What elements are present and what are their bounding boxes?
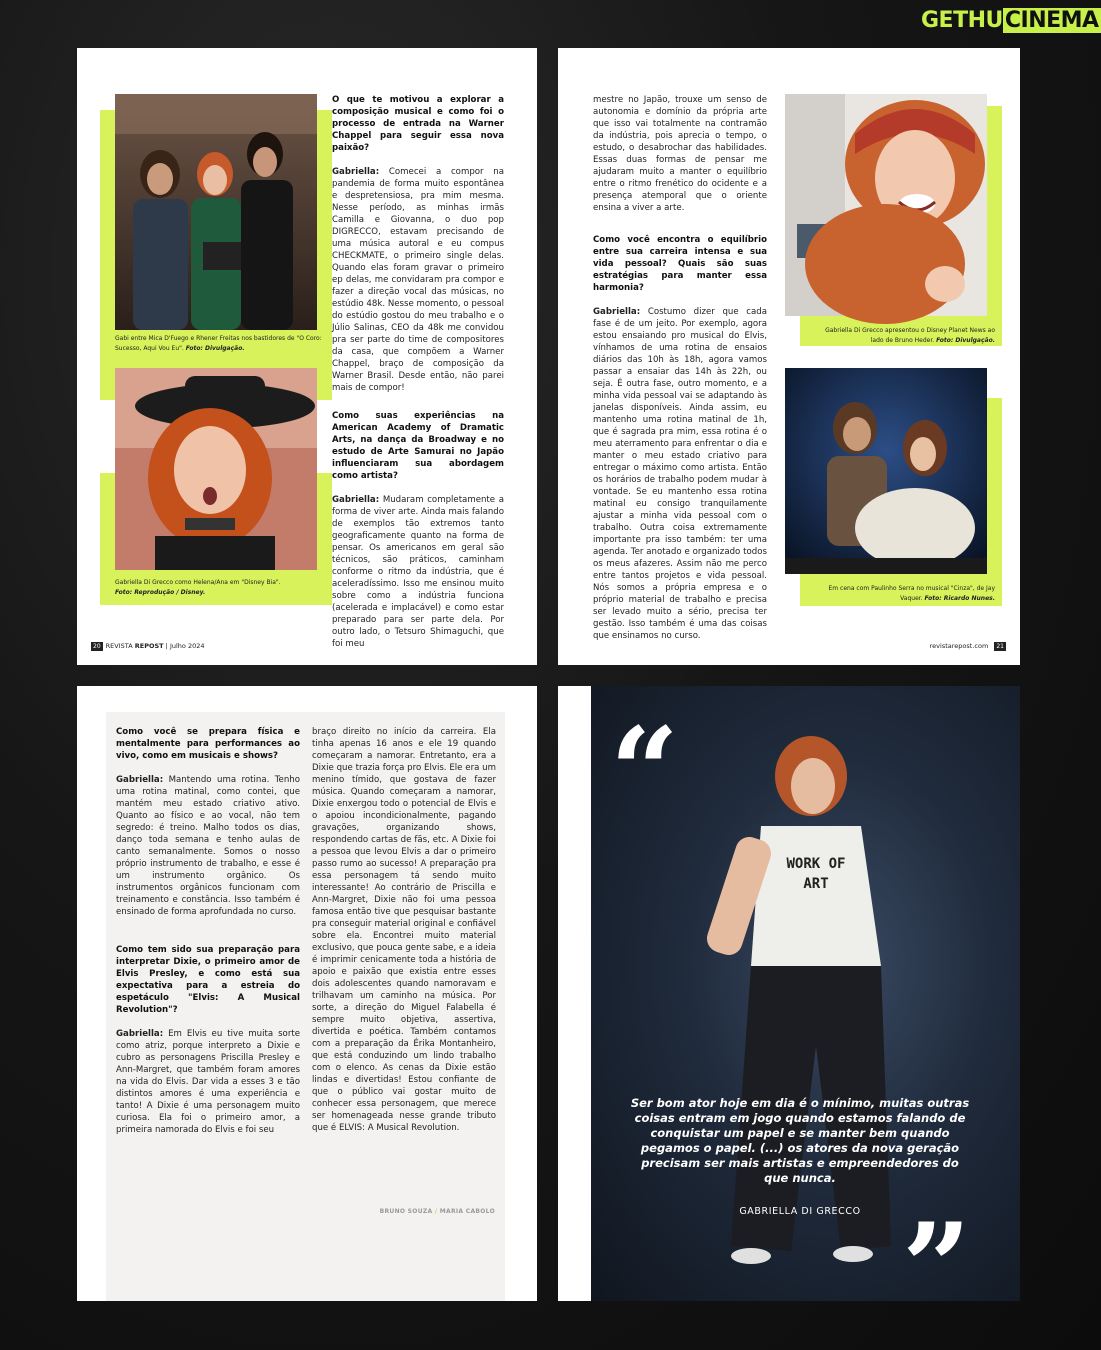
caption-text: Em cena com Paulinho Serra no musical "Cinza", de Jay Vaquer.	[828, 585, 995, 602]
photo-disney-bia-image	[115, 368, 317, 570]
caption-text: Gabriella Di Grecco como Helena/Ana em "Disney Bia".	[115, 579, 281, 586]
credit-author: MARIA CABOLO	[439, 1208, 495, 1215]
answer-label: Gabriella:	[593, 307, 641, 317]
answer-4	[116, 774, 300, 918]
footer-magazine: REVISTA	[105, 642, 133, 650]
answer-text: Mudaram completamente a forma de viver arte. Ainda mais falando de exemplos tão extremos tanto geograficamente quanto na forma de pensar. Os americanos em geral são técnicos, são práticos, caminham conforme o ritmo da indústria, que é aceleradíssimo. Isso me ensinou muito sobre como a indústria funciona (acelerada e implacável) e como estar preparado para ser parte dela. Por outro lado, o Tetsuro Shimaguchi, que foi meu	[332, 495, 504, 649]
page2-text-column	[593, 94, 767, 654]
photo-selfie-image	[785, 94, 987, 316]
quote-author: GABRIELLA DI GRECCO	[739, 1206, 861, 1217]
page3-text-column-right	[312, 726, 496, 1146]
credit-separator: /	[434, 1208, 438, 1215]
photo-disney-bia	[115, 368, 317, 570]
article-credits	[380, 1208, 495, 1215]
page-footer: 20 REVISTA REPOST | Julho 2024	[93, 642, 205, 650]
magazine-page-20	[77, 48, 537, 665]
page1-text-column	[332, 94, 504, 662]
photo-disney-bia-caption	[115, 578, 325, 598]
answer-text: Comecei a compor na pandemia de forma muito espontânea e despretensiosa, pra mim mesma. Nesse período, as minhas irmãs Camilla e Giovanna, o duo pop DIGRECCO, estavam precisando de uma música autoral e eu compus CHECKMATE, o primeiro single delas. Quando elas foram gravar o primeiro ep delas, me convidaram pra compor e fazer a direção vocal das músicas, no estúdio 48k. Nesse momento, o pessoal do estúdio gostou do meu trabalho e o Júlio Salinas, CEO da 48k me convidou pra ser parte do time de compositores da casa, que compõem a Warner Chappel, braço de composição da Warner Brasil. Desde então, não parei mais de compor!	[332, 167, 505, 393]
photo-selfie-caption	[813, 326, 995, 346]
intro-paragraph: mestre no Japão, trouxe um senso de autonomia e domínio da própria arte que isso vai totalmente na contramão da indústria, pois aprecia o tempo, o estudo, o desabrochar das habilidades. Essas duas formas de pensar me ajudaram muito a manter o equilíbrio entre o ritmo frenético do ocidente e a presença atemporal que o oriente ensina a viver a arte.	[593, 95, 767, 213]
question-1: O que te motivou a explorar a composição musical e como foi o processo de entrada na Warner Chappel para seguir essa nova paixão?	[332, 95, 504, 153]
answer-text: Mantendo uma rotina. Tenho uma rotina matinal, como contei, que mantém meu estado criativo ativo. Quanto ao físico e ao vocal, não tem segredo: é treino. Malho todos os dias, danço toda semana e tenho aulas de canto semanalmente. Somos o nosso próprio instrumento de trabalho, e esse é um instrumento orgânico. Os instrumentos orgânicos funcionam com treinamento e constância. Isso também é ensinado de forma aprofundada no curso.	[116, 775, 300, 917]
page3-text-column-left	[116, 726, 300, 1148]
question-2: Como suas experiências na American Academy of Dramatic Arts, na dança da Broadway e no estudo de Arte Samurai no Japão influenciaram sua abordagem como artista?	[332, 411, 504, 481]
photo-backstage-caption	[115, 334, 325, 354]
caption-credit: Foto: Divulgação.	[936, 337, 995, 344]
question-5: Como tem sido sua preparação para interpretar Dixie, o primeiro amor de Elvis Presley, e como está sua expectativa para a estreia do espetáculo "Elvis: A Musical Revolution"?	[116, 945, 300, 1015]
caption-text: Gabriella Di Grecco apresentou o Disney Planet News ao lado de Bruno Heder.	[825, 327, 995, 344]
photo-musical-cinza	[785, 368, 987, 574]
open-quote-mark: “	[610, 701, 680, 842]
answer-text: Costumo dizer que cada fase é de um jeito. Por exemplo, agora estou ensaiando pro musical do Elvis, vínhamos de uma rotina de ensaios diários das 10h às 18h, agora vamos passar a ensaiar das 14h às 22h, ou seja. É outra fase, outro momento, e a minha vida pessoal vai se adaptando às janelas disponíveis. Ainda assim, eu mantenho uma rotina matinal de 1h, que é sagrada pra mim, essa rotina é o meu aterramento para enfrentar o dia e manter o meu estado criativo para entregar o máximo como artista. Então os horários de trabalho podem mudar à vontade. Se eu mantenho essa rotina matinal eu consigo tranquilamente ajustar a minha vida pessoal com o trabalho. Outra coisa extremamente importante pra isso também: ter uma agenda. Ter anotado e organizado todos os meus afazeres. Assim não me perco entre tantos projetos e vida pessoal. Nós somos a própria empresa e o próprio material de trabalho e precisa ser levado muito a sério, precisa ter gestão. Isso também é uma das coisas que ensinamos no curso.	[593, 307, 768, 641]
magazine-page-21	[558, 48, 1020, 665]
pull-quote: Ser bom ator hoje em dia é o mínimo, muitas outras coisas entram em jogo quando estamos falando de conquistar um papel e se manter bem quando pegamos o papel. (...) os atores da nova geração precisam ser mais artistas e empreendedores do que nunca.	[630, 1096, 970, 1185]
photo-backstage-trio-image	[115, 94, 317, 330]
photo-backstage-trio	[115, 94, 317, 330]
credit-author: BRUNO SOUZA	[379, 1208, 433, 1215]
answer-label: Gabriella:	[116, 1029, 164, 1039]
close-quote-mark: ”	[902, 1197, 972, 1338]
logo-part1: GETHU	[921, 8, 1003, 33]
photo-musical-caption	[813, 584, 995, 604]
page-number: 21	[996, 643, 1004, 650]
shirt-text: WORK OF ART	[786, 856, 846, 892]
magazine-page-quote	[558, 686, 1020, 1338]
footer-site: revistarepost.com	[929, 642, 989, 650]
photo-selfie	[785, 94, 987, 316]
magazine-page-22	[77, 686, 537, 1301]
question-4: Como você se prepara física e mentalmente para performances ao vivo, como em musicais e shows?	[116, 727, 300, 761]
answer-5-continued: braço direito no início da carreira. Ela tinha apenas 16 anos e ele 19 quando começaram a namorar. Entretanto, era a Dixie que trazia força pro Elvis. Ele era um menino tímido, que gostava de fazer música. Quando começaram a namorar, Dixie enxergou todo o potencial de Elvis e o apoiou incondicionalmente, pagando gravações, organizando shows, respondendo cartas de fãs, etc. A Dixie foi a pessoa que levou Elvis a dar o primeiro passo rumo ao sucesso! A preparação pra essa personagem tá sendo muito interessante! Ao contrário de Priscilla e Ann-Margret, Dixie não foi uma pessoa famosa então tive que pesquisar bastante pra conseguir material original e confiável sobre ela. Encontrei muito material exclusivo, que pouca gente sabe, e a ideia é imprimir cenicamente toda a história de apoio e paixão que existia entre esses dois adolescentes quando namoravam e trilhavam um caminho na música. Por sorte, a direção do Miguel Falabella é sempre muito objetiva, assertiva, divertida e poética. Também contamos com a preparação da Érika Montanheiro, que está conduzindo um lindo trabalho com o elenco. As cenas da Dixie estão lindas e divertidas! Estou confiante de que o público vai gostar muito de conhecer essa personagem, que merece ser homenageada nesse grande tributo que é ELVIS: A Musical Revolution.	[312, 727, 496, 1133]
answer-3	[593, 306, 767, 642]
footer-magazine-bold: REPOST	[134, 642, 164, 650]
logo-part2: CINEMA	[1004, 8, 1099, 33]
answer-2	[332, 494, 504, 650]
text-panel	[106, 712, 505, 1301]
page-number: 20	[93, 643, 101, 650]
page-footer	[930, 642, 1006, 651]
answer-label: Gabriella:	[332, 167, 380, 177]
gethucinema-logo	[921, 8, 1101, 33]
caption-credit: Foto: Divulgação.	[185, 345, 245, 352]
question-3: Como você encontra o equilíbrio entre sua carreira intensa e sua vida pessoal? Quais são suas estratégias para manter essa harmonia?	[593, 235, 767, 293]
photo-musical-cinza-image	[785, 368, 987, 574]
caption-text: Gabi entre Mica D'Fuego e Rhener Freitas nos bastidores de "O Coro: Sucesso, Aqui Vou Eu".	[115, 335, 322, 352]
answer-1	[332, 166, 504, 394]
answer-label: Gabriella:	[116, 775, 164, 785]
footer-date: Julho 2024	[169, 642, 205, 650]
answer-text: Em Elvis eu tive muita sorte como atriz, porque interpreto a Dixie e cubro as personagens Priscilla Presley e Ann-Margret, que também foram amores na vida do Elvis. Dar vida a esses 3 e tão distintos amores é uma experiência e tanto! A Dixie é uma personagem muito curiosa. Ela foi o primeiro amor, a primeira namorada do Elvis e foi seu	[116, 1029, 301, 1135]
answer-label: Gabriella:	[332, 495, 380, 505]
caption-credit: Foto: Ricardo Nunes.	[924, 595, 995, 602]
answer-5	[116, 1028, 300, 1136]
caption-credit: Foto: Reprodução / Disney.	[115, 589, 206, 596]
